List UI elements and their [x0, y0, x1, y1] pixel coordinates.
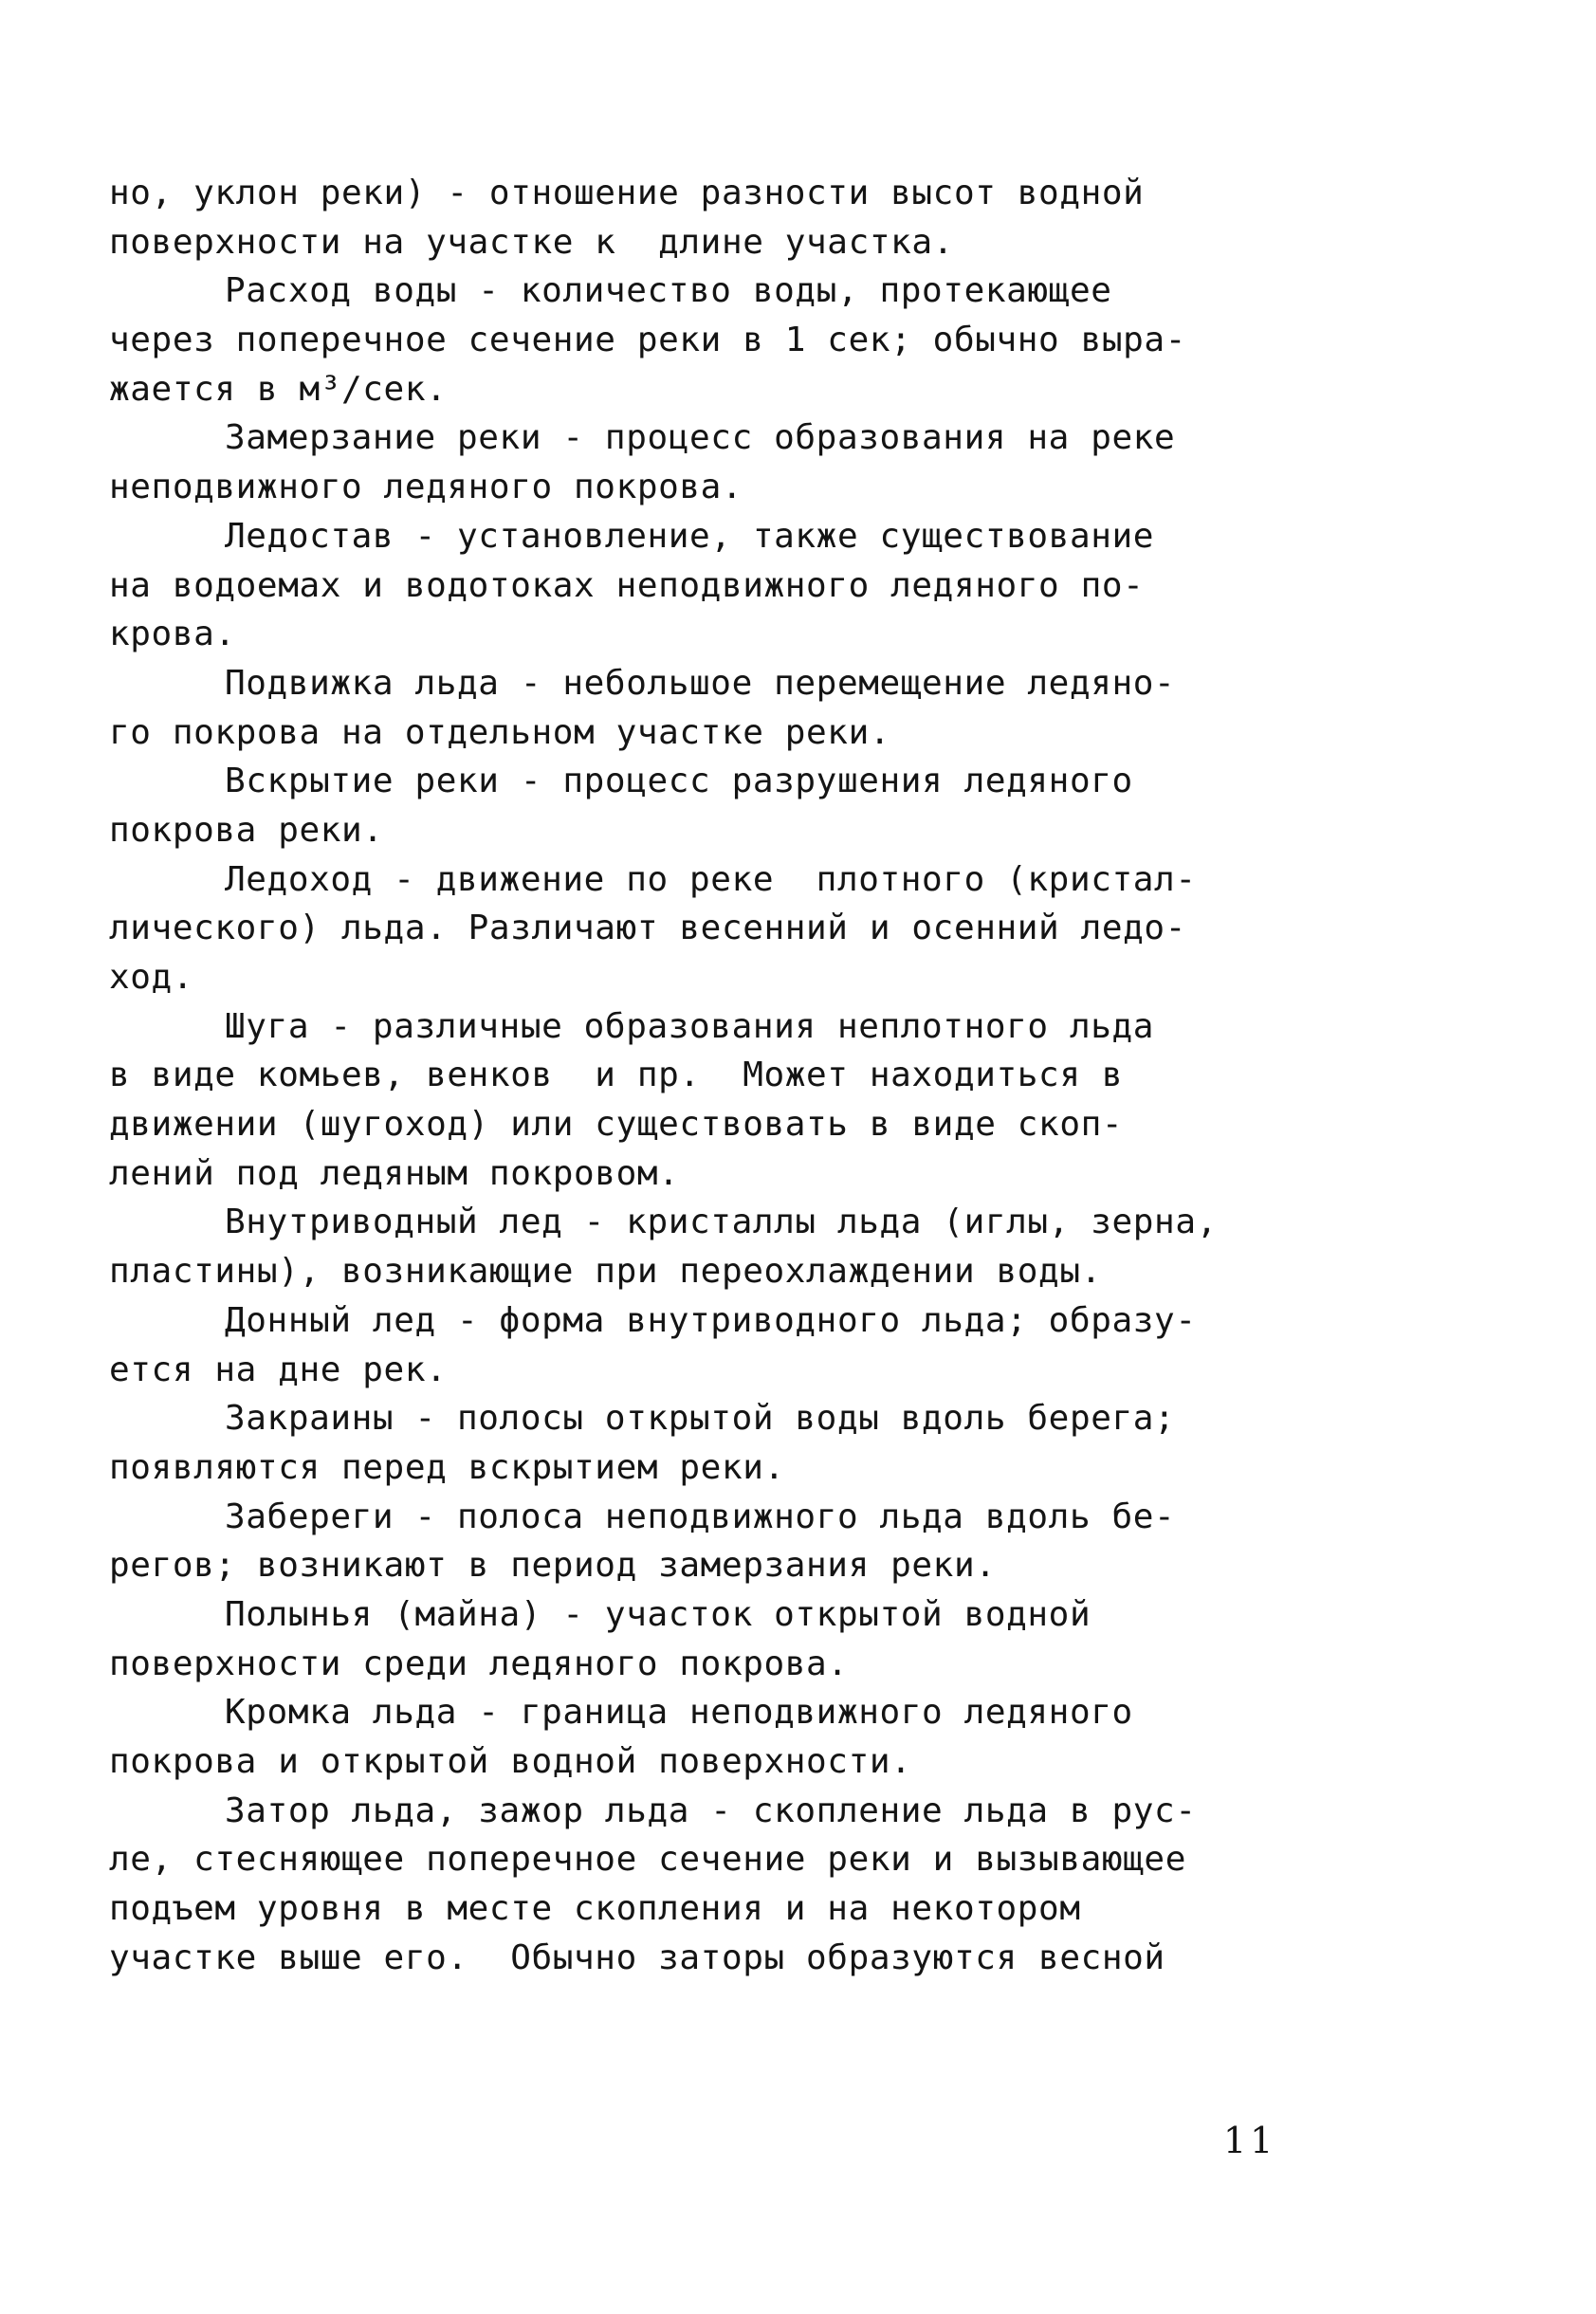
body-text: [109, 169, 1361, 1982]
text-line: пластины), возникающие при переохлаждении воды.: [109, 1252, 1102, 1292]
text-line: поверхности среди ледяного покрова.: [109, 1644, 849, 1683]
text-line: лического) льда. Различают весенний и осенний ледо-: [109, 909, 1186, 948]
text-line: покрова и открытой водной поверхности.: [109, 1742, 912, 1781]
text-line: Замерзание реки - процесс образования на реке: [225, 418, 1176, 458]
text-line: Затор льда, зажор льда - скопление льда в рус-: [225, 1791, 1197, 1830]
text-line: Расход воды - количество воды, протекающее: [225, 271, 1112, 311]
text-line: Ледоход - движение по реке плотного (кристал-: [225, 859, 1197, 899]
text-line: но, уклон реки) - отношение разности высот водной: [109, 174, 1145, 212]
text-line: на водоемах и водотоках неподвижного ледяного по-: [109, 565, 1145, 605]
text-line: неподвижного ледяного покрова.: [109, 468, 743, 507]
text-line: покрова реки.: [109, 810, 384, 850]
page-number: 11: [1223, 2120, 1277, 2161]
text-line: ется на дне рек.: [109, 1350, 448, 1389]
text-line: участке выше его. Обычно заторы образуются весной: [109, 1938, 1165, 1977]
text-line: ле, стесняющее поперечное сечение реки и вызывающее: [109, 1840, 1186, 1880]
text-line: лений под ледяным покровом.: [109, 1153, 680, 1193]
text-line: Забереги - полоса неподвижного льда вдоль бе-: [225, 1497, 1176, 1536]
text-line: Подвижка льда - небольшое перемещение ледяно-: [225, 663, 1176, 703]
text-line: Донный лед - форма внутриводного льда; образу-: [225, 1300, 1197, 1340]
text-line: Закраины - полосы открытой воды вдоль берега;: [225, 1399, 1176, 1439]
text-line: го покрова на отдельном участке реки.: [109, 712, 891, 752]
text-line: Полынья (майна) - участок открытой водной: [225, 1594, 1092, 1634]
text-line: в виде комьев, венков и пр. Может находиться в: [109, 1056, 1124, 1095]
text-line: крова.: [109, 615, 236, 654]
text-line: Шуга - различные образования неплотного льда: [225, 1006, 1155, 1046]
text-line: регов; возникают в период замерзания реки.: [109, 1546, 997, 1586]
text-line: ход.: [109, 958, 194, 997]
text-line: Ледостав - установление, также существование: [225, 516, 1155, 556]
text-line: появляются перед вскрытием реки.: [109, 1447, 785, 1487]
text-line: жается в м³/сек.: [109, 369, 448, 409]
text-line: подъем уровня в месте скопления и на некотором: [109, 1889, 1081, 1929]
text-line: Кромка льда - граница неподвижного ледяного: [225, 1693, 1133, 1733]
text-line: Вскрытие реки - процесс разрушения ледяного: [225, 762, 1133, 801]
text-line: движении (шугоход) или существовать в виде скоп-: [109, 1105, 1124, 1145]
text-line: Внутриводный лед - кристаллы льда (иглы, зерна,: [225, 1203, 1218, 1242]
text-line: поверхности на участке к длине участка.: [109, 222, 954, 262]
text-line: через поперечное сечение реки в 1 сек; обычно выра-: [109, 321, 1186, 360]
